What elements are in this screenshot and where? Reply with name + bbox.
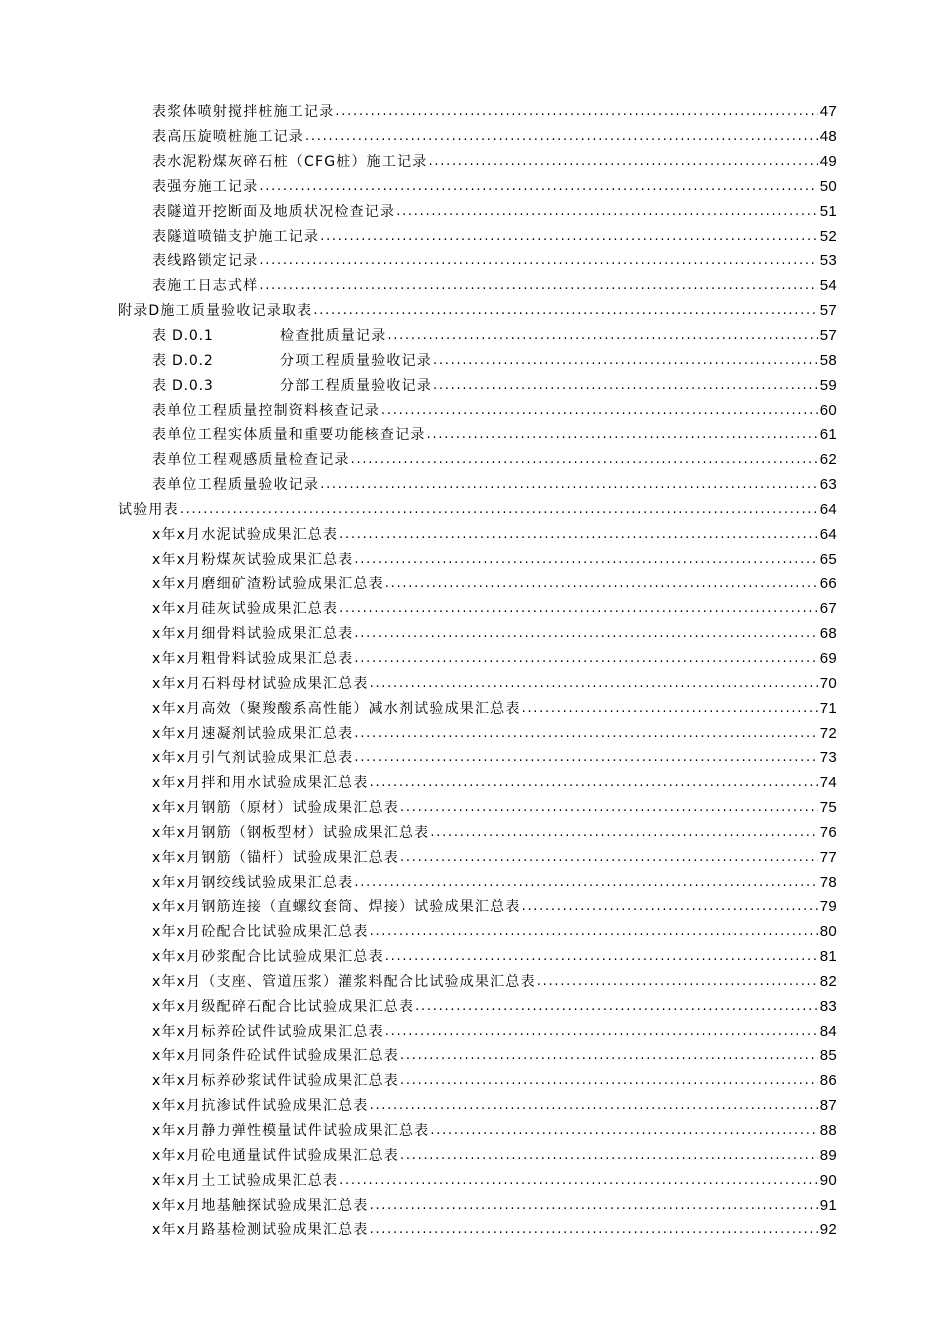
dot-leader bbox=[433, 377, 818, 395]
dot-leader bbox=[400, 799, 818, 817]
toc-entry[interactable] bbox=[0, 845, 950, 870]
toc-entry-page-number: 68 bbox=[819, 625, 837, 643]
dot-leader bbox=[427, 426, 818, 444]
toc-entry-page-number: 50 bbox=[819, 177, 837, 195]
dot-leader bbox=[400, 1072, 818, 1090]
toc-entry[interactable] bbox=[0, 572, 950, 597]
toc-entry-title: 表单位工程实体质量和重要功能核查记录 bbox=[152, 427, 426, 444]
toc-entry[interactable] bbox=[0, 945, 950, 970]
toc-entry[interactable] bbox=[0, 622, 950, 647]
toc-entry-page-number: 48 bbox=[819, 128, 837, 146]
toc-entry-page-number: 59 bbox=[819, 376, 837, 394]
toc-entry-title: 分项工程质量验收记录 bbox=[280, 352, 432, 369]
dot-leader bbox=[522, 700, 818, 718]
dot-leader bbox=[354, 725, 817, 743]
toc-entry[interactable] bbox=[0, 746, 950, 771]
toc-entry[interactable] bbox=[0, 994, 950, 1019]
dot-leader bbox=[381, 402, 818, 420]
toc-entry[interactable] bbox=[0, 1019, 950, 1044]
toc-entry[interactable] bbox=[0, 249, 950, 274]
toc-entry-title: x年x月拌和用水试验成果汇总表 bbox=[152, 775, 369, 792]
dot-leader bbox=[400, 1147, 818, 1165]
dot-leader bbox=[180, 501, 818, 519]
dot-leader bbox=[339, 526, 818, 544]
toc-entry-page-number: 85 bbox=[819, 1047, 837, 1065]
toc-entry-title: 检查批质量记录 bbox=[280, 328, 387, 345]
toc-entry[interactable] bbox=[0, 150, 950, 175]
toc-entry[interactable] bbox=[0, 597, 950, 622]
toc-entry[interactable] bbox=[0, 473, 950, 498]
toc-entry-title: x年x月土工试验成果汇总表 bbox=[152, 1172, 339, 1189]
toc-entry-page-number: 49 bbox=[819, 153, 837, 171]
toc-entry[interactable] bbox=[0, 100, 950, 125]
toc-entry-title: 表单位工程观感质量检查记录 bbox=[152, 452, 350, 469]
toc-entry[interactable] bbox=[0, 1119, 950, 1144]
toc-entry-title: x年x月地基触探试验成果汇总表 bbox=[152, 1197, 369, 1214]
dot-leader bbox=[354, 551, 817, 569]
toc-entry-title: x年x月钢筋（锚杆）试验成果汇总表 bbox=[152, 849, 399, 866]
toc-entry-page-number: 80 bbox=[819, 923, 837, 941]
toc-entry-code: 表 D.0.3 bbox=[152, 377, 214, 394]
toc-entry[interactable] bbox=[0, 175, 950, 200]
toc-entry-code: 表 D.0.1 bbox=[152, 328, 214, 345]
toc-entry-title: x年x月细骨料试验成果汇总表 bbox=[152, 626, 354, 643]
toc-entry[interactable] bbox=[0, 125, 950, 150]
dot-leader bbox=[354, 749, 817, 767]
toc-entry-title: x年x月标养砼试件试验成果汇总表 bbox=[152, 1023, 384, 1040]
toc-entry-title: x年x月抗渗试件试验成果汇总表 bbox=[152, 1098, 369, 1115]
toc-entry-title: x年x月磨细矿渣粉试验成果汇总表 bbox=[152, 576, 384, 593]
dot-leader bbox=[385, 948, 818, 966]
dot-leader bbox=[433, 352, 818, 370]
toc-entry[interactable] bbox=[0, 224, 950, 249]
toc-entry[interactable] bbox=[0, 448, 950, 473]
toc-entry-page-number: 92 bbox=[819, 1221, 837, 1239]
toc-entry[interactable] bbox=[0, 647, 950, 672]
toc-entry-title: x年x月同条件砼试件试验成果汇总表 bbox=[152, 1048, 399, 1065]
toc-entry-page-number: 52 bbox=[819, 227, 837, 245]
toc-entry[interactable] bbox=[0, 423, 950, 448]
dot-leader bbox=[428, 153, 817, 171]
dot-leader bbox=[396, 203, 818, 221]
toc-entry-page-number: 81 bbox=[819, 948, 837, 966]
toc-entry[interactable] bbox=[0, 1069, 950, 1094]
dot-leader bbox=[354, 625, 817, 643]
dot-leader bbox=[387, 327, 817, 345]
toc-entry-title: x年x月钢筋（钢板型材）试验成果汇总表 bbox=[152, 824, 430, 841]
dot-leader bbox=[370, 923, 818, 941]
toc-entry[interactable] bbox=[0, 299, 950, 324]
toc-entry-page-number: 86 bbox=[819, 1072, 837, 1090]
toc-entry-page-number: 47 bbox=[819, 103, 837, 121]
toc-entry-title: x年x月静力弹性模量试件试验成果汇总表 bbox=[152, 1123, 430, 1140]
toc-entry-page-number: 57 bbox=[819, 302, 837, 320]
toc-entry-title: x年x月粉煤灰试验成果汇总表 bbox=[152, 551, 354, 568]
toc-entry[interactable] bbox=[0, 1044, 950, 1069]
toc-entry-title: x年x月钢筋（原材）试验成果汇总表 bbox=[152, 800, 399, 817]
toc-entry-title: 附录D施工质量验收记录取表 bbox=[118, 303, 313, 320]
dot-leader bbox=[537, 973, 818, 991]
toc-entry-page-number: 84 bbox=[819, 1022, 837, 1040]
dot-leader bbox=[370, 1097, 818, 1115]
toc-entry-title: x年x月高效（聚羧酸系高性能）减水剂试验成果汇总表 bbox=[152, 700, 521, 717]
dot-leader bbox=[320, 228, 818, 246]
toc-entry-title: x年x月标养砂浆试件试验成果汇总表 bbox=[152, 1073, 399, 1090]
table-of-contents bbox=[0, 100, 950, 1243]
dot-leader bbox=[339, 1172, 818, 1190]
dot-leader bbox=[313, 302, 817, 320]
toc-entry-title: 试验用表 bbox=[118, 501, 179, 518]
dot-leader bbox=[430, 1122, 817, 1140]
toc-entry-title: x年x月路基检测试验成果汇总表 bbox=[152, 1222, 369, 1239]
toc-entry-page-number: 79 bbox=[819, 898, 837, 916]
toc-entry-page-number: 65 bbox=[819, 550, 837, 568]
toc-entry[interactable] bbox=[0, 324, 950, 349]
dot-leader bbox=[430, 824, 817, 842]
toc-entry[interactable] bbox=[0, 1193, 950, 1218]
toc-entry-page-number: 87 bbox=[819, 1097, 837, 1115]
toc-entry-title: 表隧道喷锚支护施工记录 bbox=[152, 228, 320, 245]
dot-leader bbox=[354, 650, 817, 668]
toc-entry-page-number: 71 bbox=[819, 699, 837, 717]
toc-entry-page-number: 72 bbox=[819, 724, 837, 742]
dot-leader bbox=[400, 1047, 818, 1065]
toc-entry-title: 表隧道开挖断面及地质状况检查记录 bbox=[152, 203, 396, 220]
dot-leader bbox=[351, 451, 818, 469]
toc-entry-title: 表浆体喷射搅拌桩施工记录 bbox=[152, 104, 335, 121]
dot-leader bbox=[259, 252, 817, 270]
toc-entry-title: x年x月（支座、管道压浆）灌浆料配合比试验成果汇总表 bbox=[152, 973, 536, 990]
toc-entry-title: x年x月引气剂试验成果汇总表 bbox=[152, 750, 354, 767]
toc-entry-title: x年x月速凝剂试验成果汇总表 bbox=[152, 725, 354, 742]
toc-entry[interactable] bbox=[0, 970, 950, 995]
dot-leader bbox=[415, 998, 818, 1016]
toc-entry-title: x年x月砼电通量试件试验成果汇总表 bbox=[152, 1147, 399, 1164]
dot-leader bbox=[259, 178, 817, 196]
toc-entry[interactable] bbox=[0, 870, 950, 895]
toc-entry-page-number: 66 bbox=[819, 575, 837, 593]
toc-entry-page-number: 73 bbox=[819, 749, 837, 767]
toc-entry[interactable] bbox=[0, 498, 950, 523]
toc-entry[interactable] bbox=[0, 348, 950, 373]
toc-entry-page-number: 51 bbox=[819, 202, 837, 220]
dot-leader bbox=[370, 675, 818, 693]
toc-entry[interactable] bbox=[0, 1218, 950, 1243]
toc-entry-title: x年x月水泥试验成果汇总表 bbox=[152, 526, 339, 543]
toc-entry-title: x年x月粗骨料试验成果汇总表 bbox=[152, 650, 354, 667]
toc-entry-page-number: 89 bbox=[819, 1146, 837, 1164]
toc-entry-page-number: 74 bbox=[819, 774, 837, 792]
dot-leader bbox=[305, 128, 818, 146]
dot-leader bbox=[370, 1221, 818, 1239]
toc-entry-title: x年x月级配碎石配合比试验成果汇总表 bbox=[152, 998, 415, 1015]
toc-entry-title: x年x月钢绞线试验成果汇总表 bbox=[152, 874, 354, 891]
toc-entry-page-number: 60 bbox=[819, 401, 837, 419]
toc-entry[interactable] bbox=[0, 696, 950, 721]
toc-entry-page-number: 77 bbox=[819, 848, 837, 866]
toc-entry-title: x年x月砼配合比试验成果汇总表 bbox=[152, 924, 369, 941]
dot-leader bbox=[370, 1197, 818, 1215]
toc-entry[interactable] bbox=[0, 1168, 950, 1193]
toc-entry-title: 表强夯施工记录 bbox=[152, 178, 259, 195]
toc-entry[interactable] bbox=[0, 373, 950, 398]
toc-entry-title: x年x月砂浆配合比试验成果汇总表 bbox=[152, 949, 384, 966]
toc-entry-page-number: 70 bbox=[819, 674, 837, 692]
toc-entry-page-number: 91 bbox=[819, 1196, 837, 1214]
dot-leader bbox=[370, 774, 818, 792]
toc-entry[interactable] bbox=[0, 820, 950, 845]
toc-entry-page-number: 90 bbox=[819, 1171, 837, 1189]
dot-leader bbox=[354, 874, 817, 892]
toc-entry-code: 表 D.0.2 bbox=[152, 352, 214, 369]
toc-entry[interactable] bbox=[0, 1143, 950, 1168]
dot-leader bbox=[320, 476, 818, 494]
toc-entry[interactable] bbox=[0, 1094, 950, 1119]
dot-leader bbox=[259, 277, 817, 295]
toc-entry[interactable] bbox=[0, 199, 950, 224]
dot-leader bbox=[385, 575, 818, 593]
toc-entry-title: x年x月硅灰试验成果汇总表 bbox=[152, 601, 339, 618]
toc-entry-page-number: 54 bbox=[819, 277, 837, 295]
toc-entry[interactable] bbox=[0, 895, 950, 920]
toc-entry-title: 表线路锁定记录 bbox=[152, 253, 259, 270]
toc-entry-page-number: 58 bbox=[819, 351, 837, 369]
toc-entry[interactable] bbox=[0, 771, 950, 796]
dot-leader bbox=[339, 600, 818, 618]
toc-entry-page-number: 62 bbox=[819, 451, 837, 469]
toc-entry[interactable] bbox=[0, 522, 950, 547]
toc-entry[interactable] bbox=[0, 671, 950, 696]
toc-entry-title: 分部工程质量验收记录 bbox=[280, 377, 432, 394]
toc-entry-page-number: 67 bbox=[819, 600, 837, 618]
toc-entry[interactable] bbox=[0, 274, 950, 299]
toc-entry[interactable] bbox=[0, 721, 950, 746]
toc-entry[interactable] bbox=[0, 920, 950, 945]
toc-entry-title: 表单位工程质量控制资料核查记录 bbox=[152, 402, 380, 419]
toc-entry-page-number: 63 bbox=[819, 476, 837, 494]
dot-leader bbox=[522, 898, 818, 916]
toc-entry-title: x年x月石料母材试验成果汇总表 bbox=[152, 675, 369, 692]
toc-entry-page-number: 83 bbox=[819, 997, 837, 1015]
dot-leader bbox=[385, 1023, 818, 1041]
toc-entry[interactable] bbox=[0, 398, 950, 423]
toc-entry-page-number: 82 bbox=[819, 972, 837, 990]
toc-entry-title: 表施工日志式样 bbox=[152, 278, 259, 295]
toc-entry-page-number: 75 bbox=[819, 799, 837, 817]
toc-entry[interactable] bbox=[0, 547, 950, 572]
toc-entry-page-number: 53 bbox=[819, 252, 837, 270]
toc-entry-page-number: 64 bbox=[819, 500, 837, 518]
toc-entry-page-number: 69 bbox=[819, 649, 837, 667]
toc-entry-page-number: 76 bbox=[819, 823, 837, 841]
toc-entry-page-number: 88 bbox=[819, 1122, 837, 1140]
toc-entry-title: 表单位工程质量验收记录 bbox=[152, 477, 320, 494]
toc-entry-title: x年x月钢筋连接（直螺纹套筒、焊接）试验成果汇总表 bbox=[152, 899, 521, 916]
toc-entry-title: 表水泥粉煤灰碎石桩（CFG桩）施工记录 bbox=[152, 154, 428, 171]
toc-entry-page-number: 78 bbox=[819, 873, 837, 891]
dot-leader bbox=[335, 103, 817, 121]
toc-entry[interactable] bbox=[0, 796, 950, 821]
toc-entry-page-number: 57 bbox=[819, 327, 837, 345]
toc-entry-page-number: 61 bbox=[819, 426, 837, 444]
toc-entry-page-number: 64 bbox=[819, 525, 837, 543]
toc-entry-title: 表高压旋喷桩施工记录 bbox=[152, 129, 304, 146]
dot-leader bbox=[400, 849, 818, 867]
